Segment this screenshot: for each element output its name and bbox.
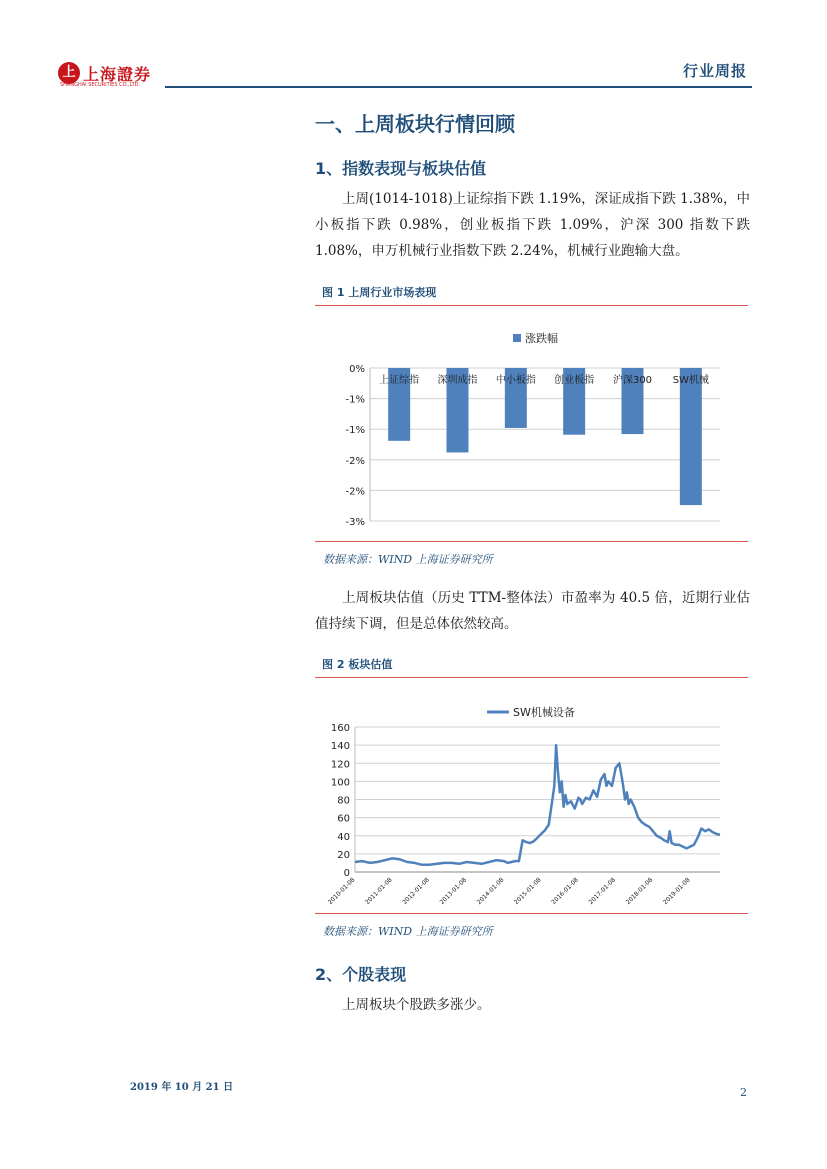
legend-swatch-icon bbox=[513, 334, 521, 342]
company-logo bbox=[58, 60, 158, 90]
subsection-title-stocks: 2、个股表现 bbox=[315, 965, 407, 984]
logo-mark-icon: 上 bbox=[58, 62, 80, 84]
y-tick-label: 0 bbox=[343, 868, 350, 879]
x-category-label: 中小板指 bbox=[495, 375, 536, 386]
x-tick-label: 2014-01-08 bbox=[475, 876, 506, 907]
paragraph-stocks: 上周板块个股跌多涨少。 bbox=[342, 997, 491, 1013]
logo-name: 上海證券 bbox=[83, 65, 152, 84]
figure-1-bar-chart bbox=[315, 310, 748, 538]
x-category-label: 沪深300 bbox=[612, 375, 653, 386]
paragraph-index-performance: 上周(1014-1018)上证综指下跌 1.19%，深证成指下跌 1.38%，中小板指下跌 0.98%，创业板指下跌 1.09%，沪深 300 指数下跌 1.08%，申万机械行业指数下跌 2.24%，机械行业跑输大盘。 bbox=[315, 191, 750, 259]
figure-2-top-rule bbox=[315, 677, 748, 678]
x-tick-label: 2018-01-08 bbox=[624, 876, 655, 907]
y-tick-label: 100 bbox=[330, 777, 350, 789]
y-tick-label: -2% bbox=[345, 455, 365, 467]
header-divider bbox=[165, 86, 752, 88]
logo-subtitle: SHANGHAI SECURITIES CO.,LTD. bbox=[60, 82, 141, 88]
figure-1-bottom-rule bbox=[315, 541, 748, 542]
x-category-label: 创业板指 bbox=[554, 375, 595, 386]
report-type-label: 行业周报 bbox=[682, 62, 747, 80]
x-tick-label: 2010-01-08 bbox=[326, 876, 357, 907]
report-date: 2019 年 10 月 21 日 bbox=[130, 1082, 234, 1093]
paragraph-valuation: 上周板块估值（历史 TTM-整体法）市盈率为 40.5 倍，近期行业估值持续下调，但是总体依然较高。 bbox=[315, 590, 750, 632]
figure-2-bottom-rule bbox=[315, 913, 748, 914]
figure-1-top-rule bbox=[315, 305, 748, 306]
x-tick-label: 2012-01-08 bbox=[401, 876, 431, 907]
y-tick-label: -2% bbox=[345, 486, 365, 498]
y-tick-label: -1% bbox=[345, 425, 365, 437]
x-tick-label: 2011-01-08 bbox=[364, 876, 394, 907]
section-title: 一、上周板块行情回顾 bbox=[315, 112, 515, 136]
y-tick-label: 140 bbox=[330, 741, 350, 753]
figure-2-source: 数据来源：WIND 上海证券研究所 bbox=[323, 925, 493, 938]
legend-label: SW机械设备 bbox=[513, 706, 575, 719]
x-tick-label: 2015-01-08 bbox=[513, 876, 543, 907]
y-tick-label: 0% bbox=[349, 364, 365, 375]
x-category-label: SW机械 bbox=[672, 375, 709, 386]
figure-2-title: 图 2 板块估值 bbox=[322, 658, 393, 671]
y-tick-label: -3% bbox=[345, 517, 365, 528]
y-tick-label: 160 bbox=[330, 723, 350, 734]
x-tick-label: 2013-01-08 bbox=[438, 876, 469, 907]
y-tick-label: 80 bbox=[337, 795, 350, 807]
x-category-label: 深圳成指 bbox=[437, 375, 478, 386]
figure-1-title: 图 1 上周行业市场表现 bbox=[322, 286, 437, 299]
figure-2-line-chart bbox=[315, 682, 748, 912]
y-tick-label: -1% bbox=[345, 394, 365, 406]
x-category-label: 上证综指 bbox=[379, 375, 420, 386]
figure-1-source: 数据来源：WIND 上海证券研究所 bbox=[323, 553, 493, 566]
bar-SW机械 bbox=[680, 368, 702, 505]
subsection-title-index: 1、指数表现与板块估值 bbox=[315, 159, 487, 178]
y-tick-label: 120 bbox=[330, 759, 350, 771]
page-number: 2 bbox=[740, 1086, 747, 1099]
x-tick-label: 2017-01-08 bbox=[587, 876, 618, 907]
x-tick-label: 2019-01-08 bbox=[662, 876, 692, 907]
x-tick-label: 2016-01-08 bbox=[550, 876, 580, 907]
y-tick-label: 40 bbox=[337, 831, 350, 843]
y-tick-label: 60 bbox=[337, 813, 350, 825]
y-tick-label: 20 bbox=[337, 849, 350, 861]
legend-label: 涨跌幅 bbox=[525, 332, 558, 345]
